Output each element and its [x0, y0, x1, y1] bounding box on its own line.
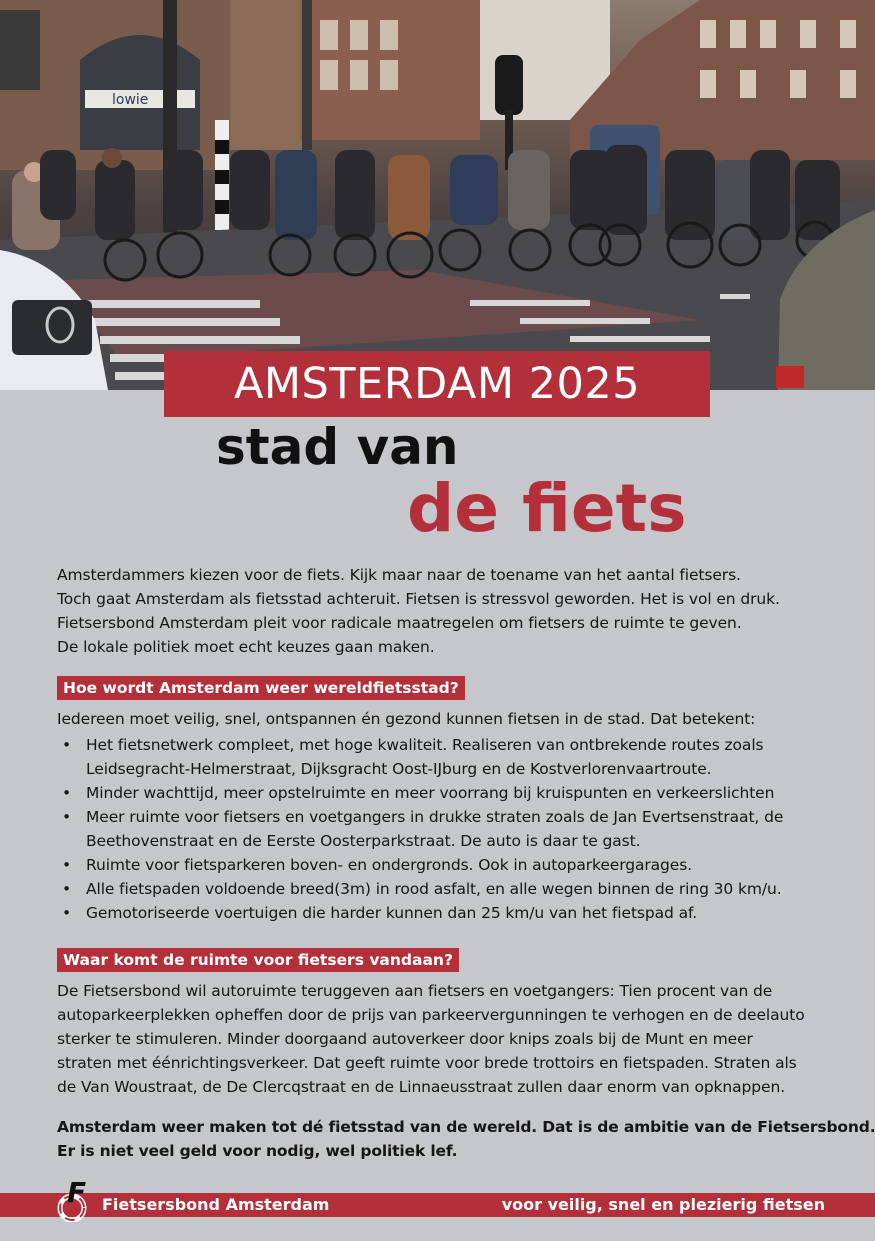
section-2-paragraph [57, 979, 847, 1099]
subtitle-line-2: de fiets [407, 470, 687, 547]
list-item [57, 733, 847, 781]
bullet-line: • Alle fietspaden voldoende breed(3m) in rood asfalt, en alle wegen binnen de ring 30 km/u. [86, 880, 782, 898]
section-1-heading-wrap [57, 676, 465, 700]
footer-slogan: voor veilig, snel en plezierig fietsen [501, 1195, 825, 1214]
bullet-line: • Gemotoriseerde voertuigen die harder kunnen dan 25 km/u van het fietspad af. [86, 904, 698, 922]
shop-sign: lowie [112, 92, 149, 108]
footer-bar [0, 1193, 875, 1217]
section-2-line: De Fietsersbond wil autoruimte teruggeven aan fietsers en voetgangers: Tien procent van de [57, 982, 773, 1000]
bullet-line: • Het fietsnetwerk compleet, met hoge kwaliteit. Realiseren van ontbrekende routes zoals [86, 736, 764, 754]
subtitle-line-1: stad van [216, 418, 459, 476]
section-2-line: de Van Woustraat, de De Clercqstraat en de Linnaeusstraat zullen daar enorm van opknappen. [57, 1078, 786, 1096]
section-1-heading: Hoe wordt Amsterdam weer wereldfietsstad? [57, 676, 465, 700]
intro-line: De lokale politiek moet echt keuzes gaan maken. [57, 638, 435, 656]
intro-line: Toch gaat Amsterdam als fietsstad achteruit. Fietsen is stressvol geworden. Het is vol en druk. [57, 590, 780, 608]
bullet-line: • Meer ruimte voor fietsers en voetgangers in drukke straten zoals de Jan Evertsenstraat, de [86, 808, 784, 826]
list-item [57, 877, 847, 901]
list-item [57, 901, 847, 925]
section-2-line: autoparkeerplekken opheffen door de prijs van parkeervergunningen te verhogen en de deelauto [57, 1006, 805, 1024]
bullet-line: Leidsegracht-Helmerstraat, Dijksgracht Oost-IJburg en de Kostverlorenvaartroute. [86, 760, 712, 778]
header-photo [0, 0, 875, 390]
intro-paragraph [57, 563, 847, 659]
intro-line: Fietsersbond Amsterdam pleit voor radicale maatregelen om fietsers de ruimte te geven. [57, 614, 742, 632]
intro-line: Amsterdammers kiezen voor de fiets. Kijk maar naar de toename van het aantal fietsers. [57, 566, 741, 584]
banner-title: AMSTERDAM 2025 [164, 351, 710, 417]
footer-organization: Fietsersbond Amsterdam [102, 1195, 330, 1214]
fietsersbond-logo-icon [56, 1176, 92, 1222]
bullet-line: • Minder wachttijd, meer opstelruimte en meer voorrang bij kruispunten en verkeerslichten [86, 784, 775, 802]
section-2-heading: Waar komt de ruimte voor fietsers vandaan? [57, 948, 459, 972]
section-2-line: sterker te stimuleren. Minder doorgaand autoverkeer door knips zoals bij de Munt en meer [57, 1030, 753, 1048]
section-2-heading-wrap [57, 948, 459, 972]
closing-line: Amsterdam weer maken tot dé fietsstad van de wereld. Dat is de ambitie van de Fietsersbond. [57, 1118, 875, 1136]
closing-statement [57, 1115, 875, 1163]
section-1-lead: Iedereen moet veilig, snel, ontspannen én gezond kunnen fietsen in de stad. Dat betekent: [57, 710, 756, 728]
closing-line: Er is niet veel geld voor nodig, wel politiek lef. [57, 1142, 458, 1160]
section-2-line: straten met éénrichtingsverkeer. Dat geeft ruimte voor brede trottoirs en fietspaden. Straten als [57, 1054, 797, 1072]
bullet-line: • Ruimte voor fietsparkeren boven- en ondergronds. Ook in autoparkeergarages. [86, 856, 693, 874]
bullet-line: Beethovenstraat en de Eerste Oosterparkstraat. De auto is daar te gast. [86, 832, 641, 850]
list-item [57, 853, 847, 877]
cyclists-street-photo [0, 0, 875, 390]
list-item [57, 781, 847, 805]
section-1-bullet-list [57, 733, 847, 925]
logo-letter: F [67, 1176, 87, 1209]
list-item [57, 805, 847, 853]
